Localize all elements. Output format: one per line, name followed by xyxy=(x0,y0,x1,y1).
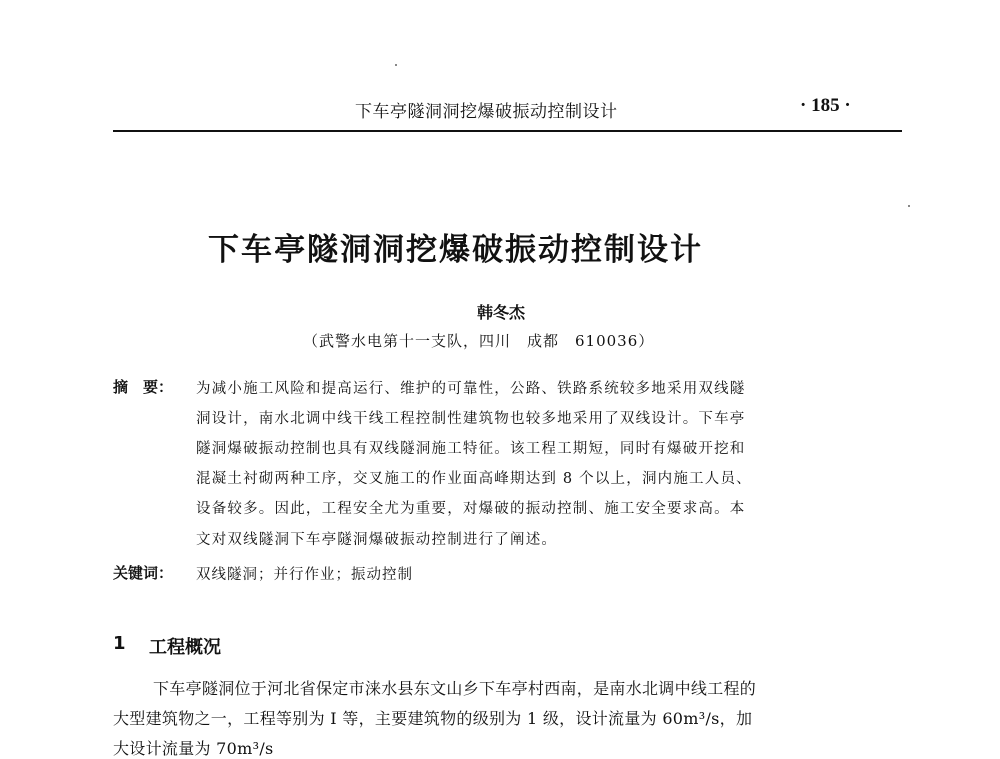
body-line: 下车亭隧洞位于河北省保定市涞水县东文山乡下车亭村西南，是南水北调中线工程的 xyxy=(153,679,757,698)
abstract-label: 摘 要： xyxy=(113,378,174,396)
running-header-title: 下车亭隧洞洞挖爆破振动控制设计 xyxy=(355,102,618,122)
abstract-line: 文对双线隧洞下车亭隧洞爆破振动控制进行了阐述。 xyxy=(196,532,558,548)
section-title: 工程概况 xyxy=(149,637,221,658)
keywords-text: 双线隧洞；并行作业；振动控制 xyxy=(196,567,413,583)
section-number: 1 xyxy=(113,633,126,654)
abstract-line: 隧洞爆破振动控制也具有双线隧洞施工特征。该工程工期短，同时有爆破开挖和 xyxy=(196,441,746,457)
abstract-line: 设备较多。因此，工程安全尤为重要，对爆破的振动控制、施工安全要求高。本 xyxy=(196,501,746,517)
scan-speck xyxy=(908,205,910,207)
keywords-label: 关键词： xyxy=(113,564,174,582)
page-number: · 185 · xyxy=(800,95,851,116)
abstract-line: 混凝土衬砌两种工序，交叉施工的作业面高峰期达到 8 个以上，洞内施工人员、 xyxy=(196,471,752,487)
paper-title: 下车亭隧洞洞挖爆破振动控制设计 xyxy=(208,232,703,268)
body-line: 大型建筑物之一，工程等别为 I 等，主要建筑物的级别为 1 级，设计流量为 60m³/s，加 xyxy=(113,709,753,728)
author-affiliation: （武警水电第十一支队，四川 成都 610036） xyxy=(303,332,655,350)
author-name: 韩冬杰 xyxy=(477,303,526,322)
abstract-line: 为减小施工风险和提高运行、维护的可靠性，公路、铁路系统较多地采用双线隧 xyxy=(196,381,746,397)
scan-speck xyxy=(395,64,397,66)
abstract-line: 洞设计，南水北调中线干线工程控制性建筑物也较多地采用了双线设计。下车亭 xyxy=(196,411,746,427)
header-rule xyxy=(113,130,902,132)
body-line: 大设计流量为 70m³/s xyxy=(113,739,274,758)
